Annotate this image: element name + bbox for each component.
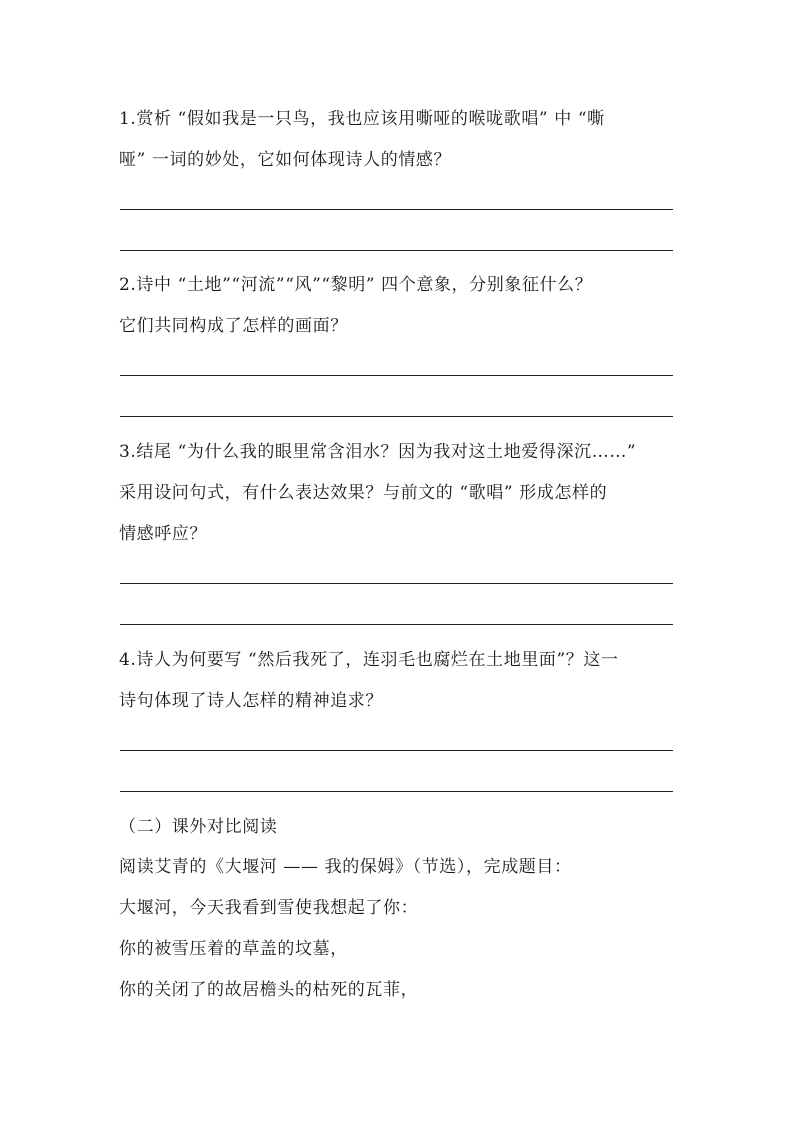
answer-line	[120, 250, 673, 251]
question-1-line-1	[119, 107, 605, 131]
question-2-number: 2.	[119, 275, 137, 295]
question-4-text-line-2: 诗句体现了诗人怎样的精神追求？	[119, 691, 383, 711]
question-1-text-line-2: 哑” 一词的妙处，它如何体现诗人的情感？	[119, 150, 452, 170]
section-heading: （二）课外对比阅读	[119, 817, 278, 837]
question-1-number: 1.	[119, 109, 137, 129]
answer-line	[120, 624, 673, 625]
question-3-text-line-1: 结尾 “为什么我的眼里常含泪水？因为我对这土地爱得深沉……”	[136, 442, 637, 462]
question-3-line-1	[119, 440, 636, 464]
answer-line	[120, 209, 673, 210]
question-1-text-line-1: 赏析 “假如我是一只鸟，我也应该用嘶哑的喉咙歌唱” 中 “嘶	[136, 109, 605, 129]
question-3-text-line-3: 情感呼应？	[119, 524, 207, 544]
question-4-line-1	[119, 648, 619, 672]
question-2-text-line-2: 它们共同构成了怎样的画面？	[119, 316, 348, 336]
question-4-number: 4.	[119, 650, 137, 670]
poem-line-3: 你的关闭了的故居檐头的枯死的瓦菲，	[119, 980, 419, 1000]
question-3-text-line-2: 采用设问句式，有什么表达效果？与前文的 “歌唱” 形成怎样的	[119, 483, 608, 503]
section-instruction: 阅读艾青的《大堰河 —— 我的保姆》（节选），完成题目：	[119, 857, 572, 877]
answer-line	[120, 416, 673, 417]
answer-line	[120, 375, 673, 376]
answer-line	[120, 791, 673, 792]
poem-line-1: 大堰河，今天我看到雪使我想起了你：	[119, 898, 419, 918]
answer-line	[120, 583, 673, 584]
question-3-number: 3.	[119, 442, 137, 462]
answer-line	[120, 750, 673, 751]
poem-line-2: 你的被雪压着的草盖的坟墓，	[119, 939, 348, 959]
question-2-line-1	[119, 273, 592, 297]
question-4-text-line-1: 诗人为何要写 “然后我死了，连羽毛也腐烂在土地里面”？这一	[136, 650, 619, 670]
question-2-text-line-1: 诗中 “土地”“河流”“风”“黎明” 四个意象，分别象征什么？	[136, 275, 593, 295]
